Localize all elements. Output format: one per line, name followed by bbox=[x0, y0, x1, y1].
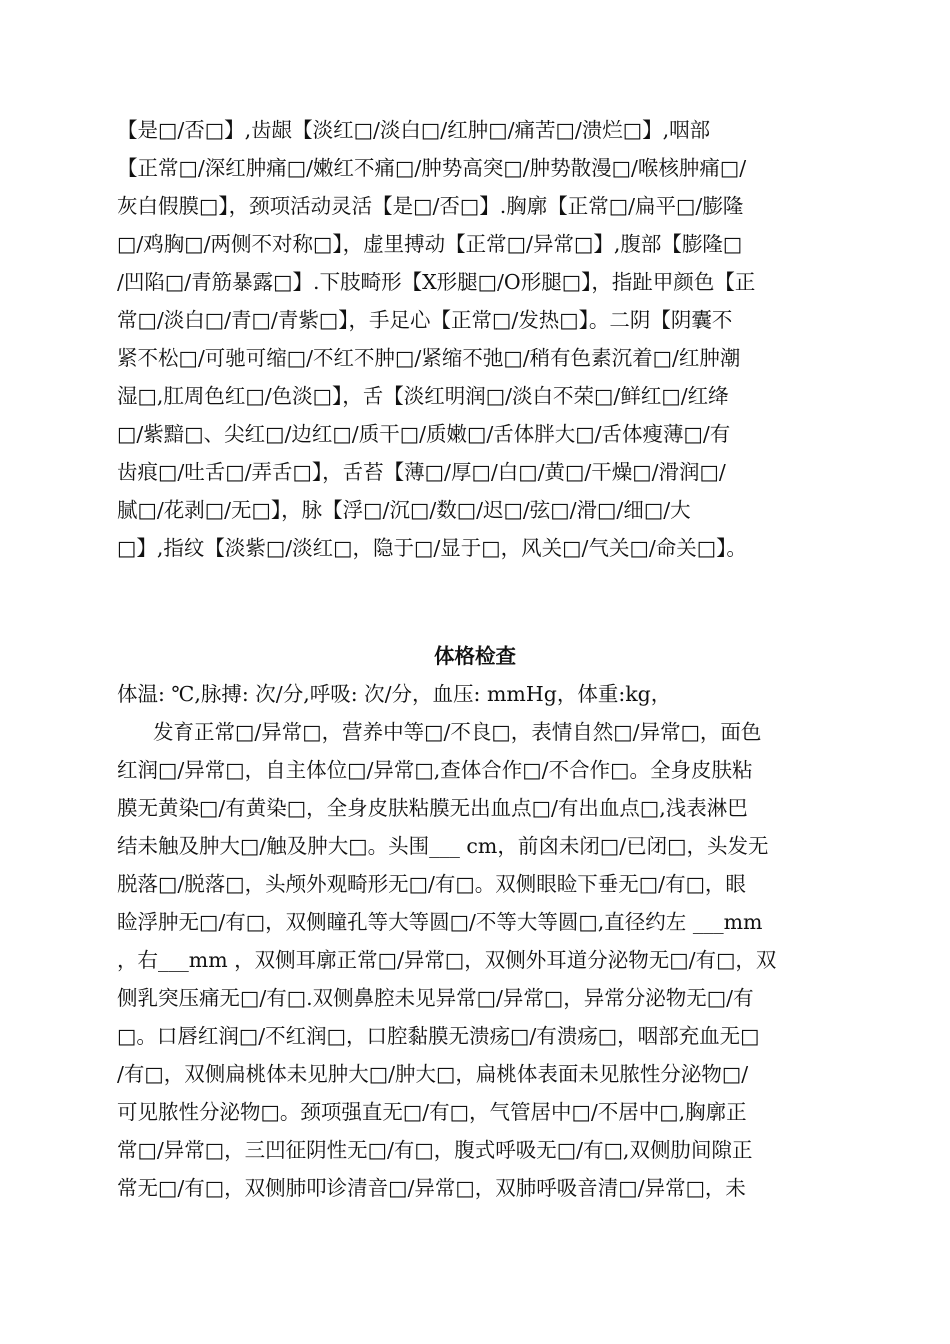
text-line: 睑浮肿无□/有□，双侧瞳孔等大等圆□/不等大等圆□,直径约左 ___mm bbox=[117, 910, 763, 934]
text-line: 可见脓性分泌物□。颈项强直无□/有□，气管居中□/不居中□,胸廓正 bbox=[117, 1100, 747, 1124]
text-line: □/紫黯□、尖红□/边红□/质干□/质嫩□/舌体胖大□/舌体瘦薄□/有 bbox=[117, 422, 731, 446]
text-line: 腻□/花剥□/无□】，脉【浮□/沉□/数□/迟□/弦□/滑□/细□/大 bbox=[117, 498, 691, 522]
text-line: 常□/异常□，三凹征阴性无□/有□，腹式呼吸无□/有□,双侧肋间隙正 bbox=[117, 1138, 753, 1162]
text-line: □】,指纹【淡紫□/淡红□，隐于□/显于□，风关□/气关□/命关□】。 bbox=[117, 536, 747, 560]
text-line: 发育正常□/异常□，营养中等□/不良□，表情自然□/异常□，面色 bbox=[153, 720, 762, 744]
text-line: 脱落□/脱落□，头颅外观畸形无□/有□。双侧眼睑下垂无□/有□，眼 bbox=[117, 872, 746, 896]
text-line: 紧不松□/可驰可缩□/不红不肿□/紧缩不弛□/稍有色素沉着□/红肿潮 bbox=[117, 346, 741, 370]
text-line: 结未触及肿大□/触及肿大□。头围___ cm，前囟未闭□/已闭□，头发无 bbox=[117, 834, 769, 858]
vitals-line: 体温: ℃,脉搏: 次/分,呼吸: 次/分，血压: mmHg，体重:kg， bbox=[117, 682, 672, 706]
text-line: 侧乳突压痛无□/有□.双侧鼻腔未见异常□/异常□，异常分泌物无□/有 bbox=[117, 986, 754, 1010]
text-line: 【正常□/深红肿痛□/嫩红不痛□/肿势高突□/肿势散漫□/喉核肿痛□/ bbox=[117, 156, 747, 180]
text-line: ，右___mm ，双侧耳廓正常□/异常□，双侧外耳道分泌物无□/有□，双 bbox=[117, 948, 777, 972]
text-line: □。口唇红润□/不红润□，口腔黏膜无溃疡□/有溃疡□，咽部充血无□ bbox=[117, 1024, 760, 1048]
text-line: 常□/淡白□/青□/青紫□】，手足心【正常□/发热□】。二阴【阴囊不 bbox=[117, 308, 733, 332]
text-line: 齿痕□/吐舌□/弄舌□】，舌苔【薄□/厚□/白□/黄□/干燥□/滑润□/ bbox=[117, 460, 726, 484]
text-line: 常无□/有□，双侧肺叩诊清音□/异常□，双肺呼吸音清□/异常□，未 bbox=[117, 1176, 746, 1200]
section-title: 体格检查 bbox=[434, 644, 516, 668]
text-line: 【是□/否□】,齿龈【淡红□/淡白□/红肿□/痛苦□/溃烂□】,咽部 bbox=[117, 118, 711, 142]
text-line: /凹陷□/青筋暴露□】.下肢畸形【X形腿□/O形腿□】，指趾甲颜色【正 bbox=[117, 270, 756, 294]
text-line: □/鸡胸□/两侧不对称□】，虚里搏动【正常□/异常□】,腹部【膨隆□ bbox=[117, 232, 743, 256]
text-line: 灰白假膜□】，颈项活动灵活【是□/否□】.胸廓【正常□/扁平□/膨隆 bbox=[117, 194, 744, 218]
text-line: /有□，双侧扁桃体未见肿大□/肿大□，扁桃体表面未见脓性分泌物□/ bbox=[117, 1062, 749, 1086]
text-line: 红润□/异常□，自主体位□/异常□,查体合作□/不合作□。全身皮肤粘 bbox=[117, 758, 753, 782]
text-line: 膜无黄染□/有黄染□，全身皮肤粘膜无出血点□/有出血点□,浅表淋巴 bbox=[117, 796, 748, 820]
text-line: 湿□,肛周色红□/色淡□】，舌【淡红明润□/淡白不荣□/鲜红□/红绛 bbox=[117, 384, 729, 408]
